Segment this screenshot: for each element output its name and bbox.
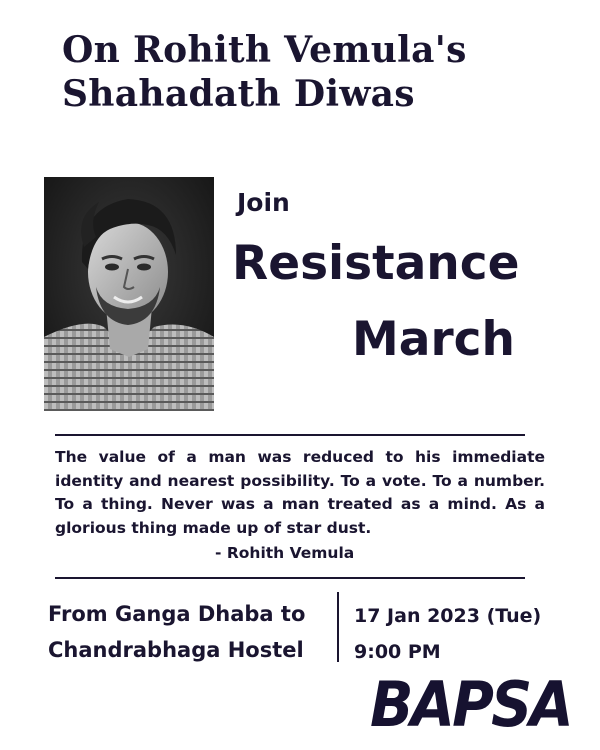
headline-march: March	[352, 312, 515, 367]
poster-title	[62, 28, 582, 116]
join-label: Join	[237, 188, 290, 217]
title-line-2: Shahadath Diwas	[62, 73, 415, 115]
route-line-2: Chandrabhaga Hostel	[48, 638, 304, 662]
headline-resistance: Resistance	[232, 236, 520, 291]
event-time: 9:00 PM	[354, 641, 441, 663]
divider-bottom	[55, 577, 525, 579]
quote-attribution: - Rohith Vemula	[215, 544, 355, 562]
portrait-photo-icon	[44, 177, 214, 411]
quote-text: The value of a man was reduced to his immediate identity and nearest possibility. To a vote. To a number. To a thing. Never was a man treated as a mind. As a glorious thing made up of star dust.	[55, 448, 545, 537]
vertical-divider	[337, 592, 339, 662]
event-date: 17 Jan 2023 (Tue)	[354, 605, 542, 627]
title-line-1: On Rohith Vemula's	[62, 29, 467, 71]
march-route	[48, 596, 305, 668]
portrait-photo	[44, 177, 214, 411]
route-line-1: From Ganga Dhaba to	[48, 602, 306, 626]
bapsa-logo: BAPSA	[370, 668, 571, 741]
event-datetime	[354, 598, 541, 670]
divider-top	[55, 434, 525, 436]
